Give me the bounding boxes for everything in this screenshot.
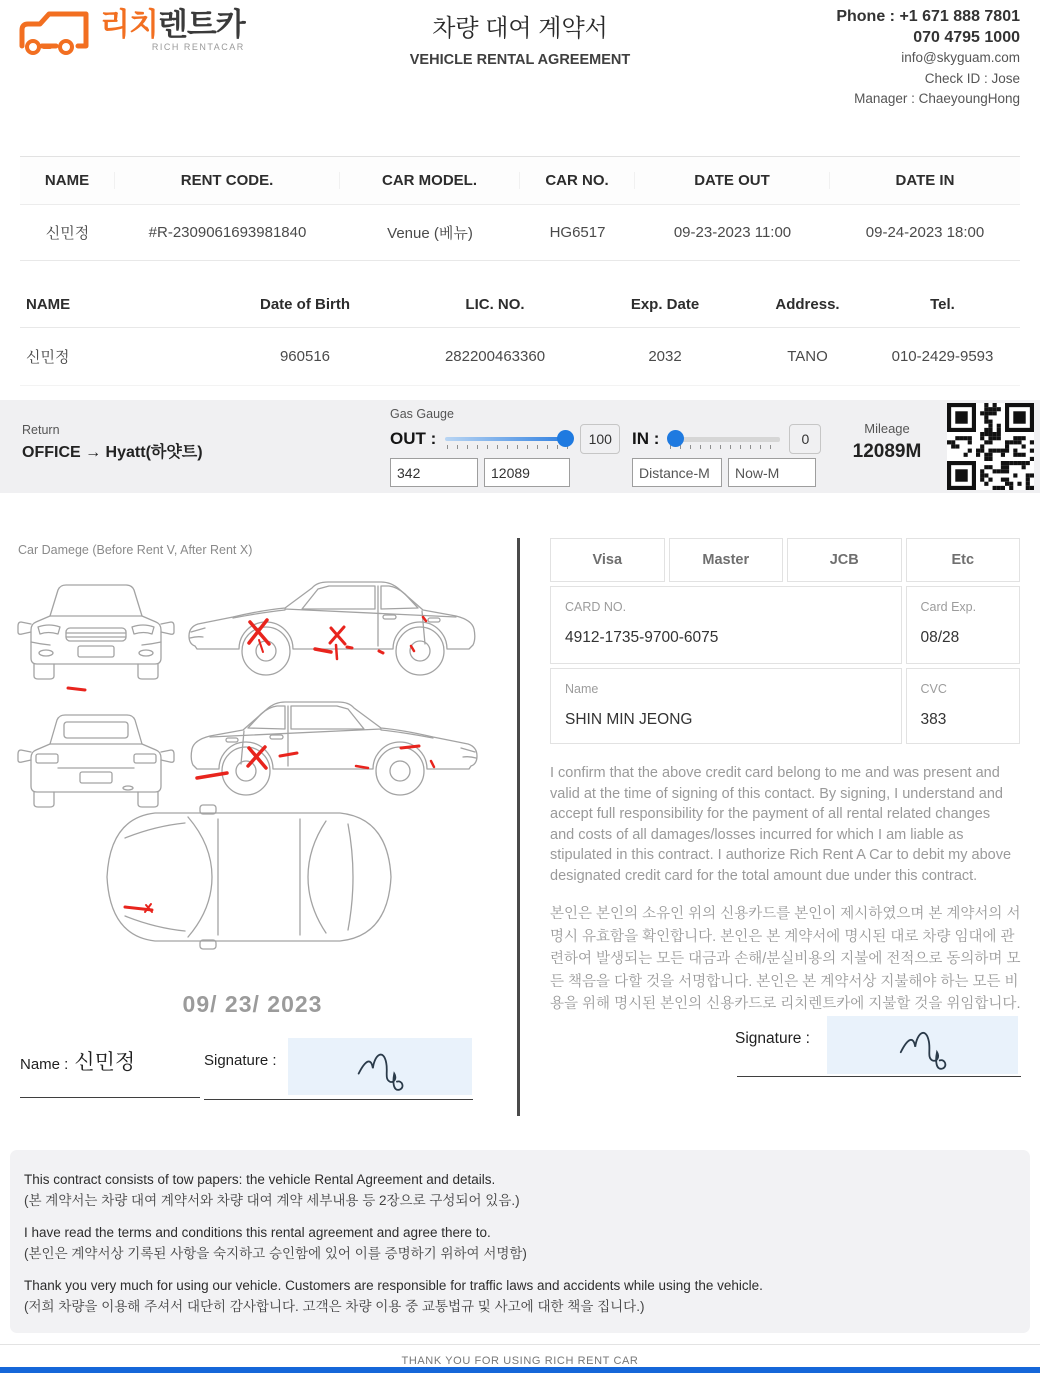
term-english: I have read the terms and conditions this rental agreement and agree there to.	[24, 1225, 491, 1240]
driver-header-dob: Date of Birth	[260, 296, 350, 313]
car-front-view	[18, 585, 174, 679]
gas-out-slider[interactable]	[445, 429, 571, 449]
term-english: This contract consists of tow papers: the vehicle Rental Agreement and details.	[24, 1172, 496, 1187]
in-distance-input[interactable]	[632, 458, 722, 487]
brand-subtitle: RICH RENTACAR	[151, 42, 245, 52]
rental-name-value: 신민정	[45, 225, 90, 242]
gas-in-slider-track	[668, 437, 780, 442]
term-item	[24, 1169, 1016, 1211]
brand-name-orange: 리치	[100, 7, 158, 42]
customer-name-value: 신민정	[74, 1051, 136, 1074]
confirmation-text-korean: 본인은 본인의 소유인 위의 신용카드를 본인이 제시하였으며 본 계약서의 서명시 유효함을 확인합니다. 본인은 본 계약서에 명시된 대로 차량 임대에 관련하여 발생되는 모든 대금과 손해/분실비용의 지불에 전적으로 동의하며 모든 책음을 다할 것을 서명합니다. 본인은 본 계약서상 지불해야 하는 모든 비용을 위해 명시된 본인의 신용카드로 리치렌트카에 지불할 것을 위임합니다.	[550, 906, 1021, 1012]
signature-stroke	[288, 1038, 472, 1095]
term-item	[24, 1275, 1016, 1317]
brand-name	[100, 8, 245, 42]
gas-in-value: 0	[789, 424, 821, 454]
rental-header-date-out: DATE OUT	[635, 172, 830, 189]
term-korean: (저희 차량을 이용해 주셔서 대단히 감사합니다. 고객은 차량 이용 중 교통법규 및 사고에 대한 책을 집니다.)	[24, 1299, 645, 1314]
rental-date-in-value: 09-24-2023 18:00	[865, 224, 985, 241]
driver-header-address: Address.	[775, 296, 840, 313]
page-title-english: VEHICLE RENTAL AGREEMENT	[409, 52, 631, 68]
contact-email: info@skyguam.com	[901, 50, 1020, 65]
car-top-view	[107, 805, 391, 949]
card-exp-value: 08/28	[920, 629, 960, 646]
credit-card-table	[550, 538, 1020, 744]
gas-in-label: IN :	[632, 429, 660, 448]
rental-info-table	[20, 156, 1020, 261]
gas-out-slider-ticks	[447, 445, 569, 449]
card-cvc-label: CVC	[920, 682, 947, 696]
signature-pad-right[interactable]	[827, 1016, 1018, 1074]
card-number-value: 4912-1735-9700-6075	[565, 629, 719, 646]
contact-info	[836, 6, 1020, 110]
driver-table-data-row	[20, 328, 1020, 386]
card-type-etc[interactable]: Etc	[906, 538, 1021, 582]
confirmation-text-english: I confirm that the above credit card belong to me and was present and valid at the time of signing of this contact. By signing, I understand and accept full responsibility for the payment of all rental related changes and costs of all damages/losses incurred for which I am liable as stipulated in this contract. I authorize Rich Rent A Car to debit my above designated credit card for the total amount due under this contract.	[550, 765, 1012, 884]
gas-out-slider-handle[interactable]	[557, 430, 574, 447]
driver-table-header-row	[20, 282, 1020, 328]
name-underline	[20, 1097, 200, 1098]
car-rear-view	[18, 715, 174, 807]
driver-info-table	[20, 282, 1020, 386]
rental-table-data-row	[20, 205, 1020, 261]
qr-code	[947, 403, 1034, 490]
card-number-field	[550, 586, 902, 664]
card-exp-label: Card Exp.	[920, 600, 977, 614]
rental-table-header-row	[20, 157, 1020, 205]
driver-address-value: TANO	[787, 348, 828, 365]
rental-header-name: NAME	[20, 172, 115, 189]
card-cvc-field	[906, 668, 1021, 744]
driver-header-lic-no: LIC. NO.	[465, 296, 525, 313]
gas-in-slider[interactable]	[668, 429, 780, 449]
mileage-value: 12089M	[852, 441, 922, 462]
contract-date: 09/ 23/ 2023	[182, 991, 323, 1017]
car-logo-icon	[16, 8, 96, 60]
car-damage-diagram[interactable]	[0, 560, 520, 990]
rental-header-car-no: CAR NO.	[520, 172, 635, 189]
signature-underline-right	[737, 1076, 1021, 1077]
driver-lic-no-value: 282200463360	[444, 348, 546, 365]
signature-label-right: Signature :	[735, 1030, 810, 1047]
car-side-right-view	[191, 702, 477, 795]
rental-date-out-value: 09-23-2023 11:00	[673, 224, 792, 241]
out-mileage-input[interactable]	[484, 458, 570, 487]
term-korean: (본인은 계약서상 기록된 사항을 숙지하고 승인함에 있어 이를 증명하기 위하여 서명함)	[24, 1246, 527, 1261]
signature-label-left: Signature :	[204, 1052, 277, 1069]
out-distance-input[interactable]	[390, 458, 478, 487]
signature-pad-left[interactable]	[288, 1038, 472, 1095]
gas-out-label: OUT :	[390, 429, 437, 448]
card-cvc-value: 383	[920, 711, 947, 728]
bottom-accent-bar	[0, 1367, 1040, 1373]
driver-name-value: 신민정	[26, 349, 70, 366]
terms-box	[10, 1150, 1030, 1333]
driver-header-exp-date: Exp. Date	[630, 296, 700, 313]
card-holder-value: SHIN MIN JEONG	[565, 711, 693, 728]
rental-car-model-value: Venue (베뉴)	[387, 225, 473, 242]
signature-underline-left	[204, 1099, 473, 1100]
driver-tel-value: 010-2429-9593	[891, 348, 994, 365]
customer-name-label: Name :	[20, 1056, 69, 1073]
card-type-master[interactable]: Master	[669, 538, 784, 582]
mileage-label: Mileage	[864, 421, 910, 436]
rental-header-car-model: CAR MODEL.	[340, 172, 520, 189]
contact-phone-1: Phone : +1 671 888 7801	[836, 8, 1020, 25]
page-title-korean: 차량 대여 계약서	[432, 15, 608, 42]
damage-marks	[68, 617, 434, 912]
driver-exp-date-value: 2032	[648, 348, 682, 365]
contact-check-id: Check ID : Jose	[924, 70, 1020, 86]
footer-divider	[0, 1344, 1040, 1345]
gas-out-value: 100	[580, 424, 620, 454]
rental-car-no-value: HG6517	[549, 224, 606, 241]
gauge-bar	[0, 400, 1040, 493]
contact-manager: Manager : ChaeyoungHong	[854, 91, 1020, 106]
driver-header-tel: Tel.	[930, 296, 955, 313]
rental-header-date-in: DATE IN	[895, 172, 955, 189]
term-item	[24, 1222, 1016, 1264]
gas-in-slider-ticks	[670, 445, 778, 449]
gas-out-slider-track	[445, 437, 571, 441]
term-korean: (본 계약서는 차량 대여 계약서와 차량 대여 계약 세부내용 등 2장으로 구성되어 있음.)	[24, 1193, 520, 1208]
footer-text: THANK YOU FOR USING RICH RENT CAR	[401, 1355, 639, 1367]
return-route: OFFICE → Hyatt(하얏트)	[22, 444, 203, 461]
card-exp-field	[906, 586, 1021, 664]
card-number-label: CARD NO.	[565, 600, 627, 614]
car-damage-title: Car Damege (Before Rent V, After Rent X)	[18, 543, 253, 557]
driver-dob-value: 960516	[279, 348, 331, 365]
rental-code-value: #R-2309061693981840	[148, 224, 307, 241]
return-label: Return	[22, 423, 60, 437]
brand-logo	[16, 8, 245, 60]
card-type-visa[interactable]: Visa	[550, 538, 665, 582]
card-holder-field	[550, 668, 902, 744]
in-now-mileage-input[interactable]	[728, 458, 816, 487]
card-type-jcb[interactable]: JCB	[787, 538, 902, 582]
rental-header-rent-code: RENT CODE.	[115, 172, 340, 189]
gas-gauge-label: Gas Gauge	[390, 407, 454, 421]
signature-stroke	[827, 1016, 1018, 1074]
brand-name-dark: 렌트카	[157, 7, 245, 42]
contact-phone-2: 070 4795 1000	[913, 29, 1020, 46]
card-holder-label: Name	[565, 682, 599, 696]
driver-header-name: NAME	[26, 296, 71, 313]
term-english: Thank you very much for using our vehicle. Customers are responsible for traffic laws and accidents while using the vehicle.	[24, 1278, 763, 1293]
